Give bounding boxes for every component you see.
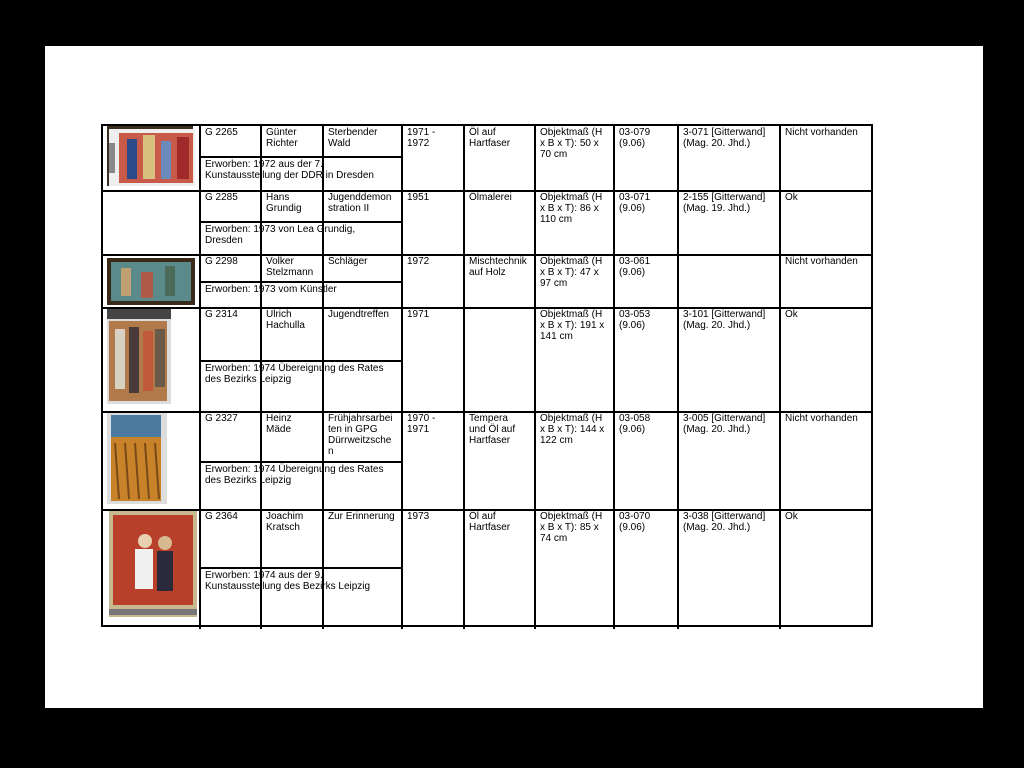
cell-code: 03-071 (9.06) (619, 192, 651, 214)
cell-acquisition: Erworben: 1974 Übereignung des Rates des Bezirks Leipzig (205, 464, 384, 486)
cell-size: Objektmaß (H x B x T): 86 x 110 cm (540, 192, 603, 225)
cell-year: 1971 (407, 309, 430, 320)
cell-artist: Ulrich Hachulla (266, 309, 305, 331)
cell-inv: G 2364 (205, 511, 238, 522)
acquisition-divider (200, 156, 402, 158)
cell-size: Objektmaß (H x B x T): 191 x 141 cm (540, 309, 605, 342)
cell-status: Ok (785, 511, 798, 522)
cell-title: Sterbender Wald (328, 127, 378, 149)
cell-acquisition: Erworben: 1973 vom Künstler (205, 284, 337, 295)
cell-status: Ok (785, 309, 798, 320)
artwork-thumbnail (107, 413, 167, 504)
cell-year: 1970 - 1971 (407, 413, 436, 435)
artwork-inventory-table (101, 124, 873, 627)
cell-acquisition: Erworben: 1974 aus der 9. Kunstausstellung des Bezirks Leipzig (205, 570, 371, 592)
document-page (45, 46, 983, 708)
cell-technique: Öl auf Hartfaser (469, 127, 511, 149)
cell-status: Nicht vorhanden (785, 413, 858, 424)
cell-title: Frühjahrsarbei ten in GPG Dürrweitzsche n (328, 413, 393, 457)
cell-artist: Volker Stelzmann (266, 256, 314, 278)
cell-location: 3-071 [Gitterwand] (Mag. 20. Jhd.) (683, 127, 766, 149)
acquisition-divider (200, 461, 402, 463)
cell-title: Schläger (328, 256, 368, 267)
cell-technique: Öl auf Hartfaser (469, 511, 511, 533)
artwork-thumbnail (107, 309, 171, 404)
cell-artist: Hans Grundig (266, 192, 302, 214)
cell-inv: G 2327 (205, 413, 238, 424)
cell-acquisition: Erworben: 1972 aus der 7. Kunstausstellung der DDR in Dresden (205, 159, 374, 181)
artwork-thumbnail (109, 129, 195, 186)
acquisition-divider (200, 221, 402, 223)
cell-status: Nicht vorhanden (785, 256, 858, 267)
cell-status: Nicht vorhanden (785, 127, 858, 138)
acquisition-divider (200, 567, 402, 569)
cell-code: 03-079 (9.06) (619, 127, 651, 149)
cell-size: Objektmaß (H x B x T): 50 x 70 cm (540, 127, 603, 160)
cell-acquisition: Erworben: 1973 von Lea Grundig, Dresden (205, 224, 356, 246)
cell-size: Objektmaß (H x B x T): 47 x 97 cm (540, 256, 603, 289)
cell-size: Objektmaß (H x B x T): 85 x 74 cm (540, 511, 603, 544)
cell-title: Zur Erinnerung (328, 511, 395, 522)
cell-code: 03-058 (9.06) (619, 413, 651, 435)
cell-inv: G 2314 (205, 309, 238, 320)
cell-inv: G 2265 (205, 127, 238, 138)
cell-artist: Heinz Mäde (266, 413, 292, 435)
cell-acquisition: Erworben: 1974 Übereignung des Rates des Bezirks Leipzig (205, 363, 384, 385)
cell-size: Objektmaß (H x B x T): 144 x 122 cm (540, 413, 605, 446)
cell-title: Jugenddemon stration II (328, 192, 392, 214)
cell-year: 1973 (407, 511, 430, 522)
cell-artist: Joachim Kratsch (266, 511, 304, 533)
acquisition-divider (200, 281, 402, 283)
cell-location: 3-101 [Gitterwand] (Mag. 20. Jhd.) (683, 309, 766, 331)
cell-artist: Günter Richter (266, 127, 298, 149)
cell-title: Jugendtreffen (328, 309, 389, 320)
cell-technique: Tempera und Öl auf Hartfaser (469, 413, 516, 446)
artwork-thumbnail (109, 511, 197, 617)
cell-inv: G 2285 (205, 192, 238, 203)
cell-code: 03-070 (9.06) (619, 511, 651, 533)
cell-inv: G 2298 (205, 256, 238, 267)
cell-year: 1951 (407, 192, 430, 203)
cell-location: 2-155 [Gitterwand] (Mag. 19. Jhd.) (683, 192, 766, 214)
cell-status: Ok (785, 192, 798, 203)
cell-location: 3-005 [Gitterwand] (Mag. 20. Jhd.) (683, 413, 766, 435)
cell-code: 03-061 (9.06) (619, 256, 651, 278)
cell-location: 3-038 [Gitterwand] (Mag. 20. Jhd.) (683, 511, 766, 533)
acquisition-divider (200, 360, 402, 362)
cell-year: 1972 (407, 256, 430, 267)
cell-technique: Ölmalerei (469, 192, 512, 203)
cell-technique: Mischtechnik auf Holz (469, 256, 527, 278)
cell-year: 1971 - 1972 (407, 127, 436, 149)
artwork-thumbnail (107, 258, 195, 305)
cell-code: 03-053 (9.06) (619, 309, 651, 331)
